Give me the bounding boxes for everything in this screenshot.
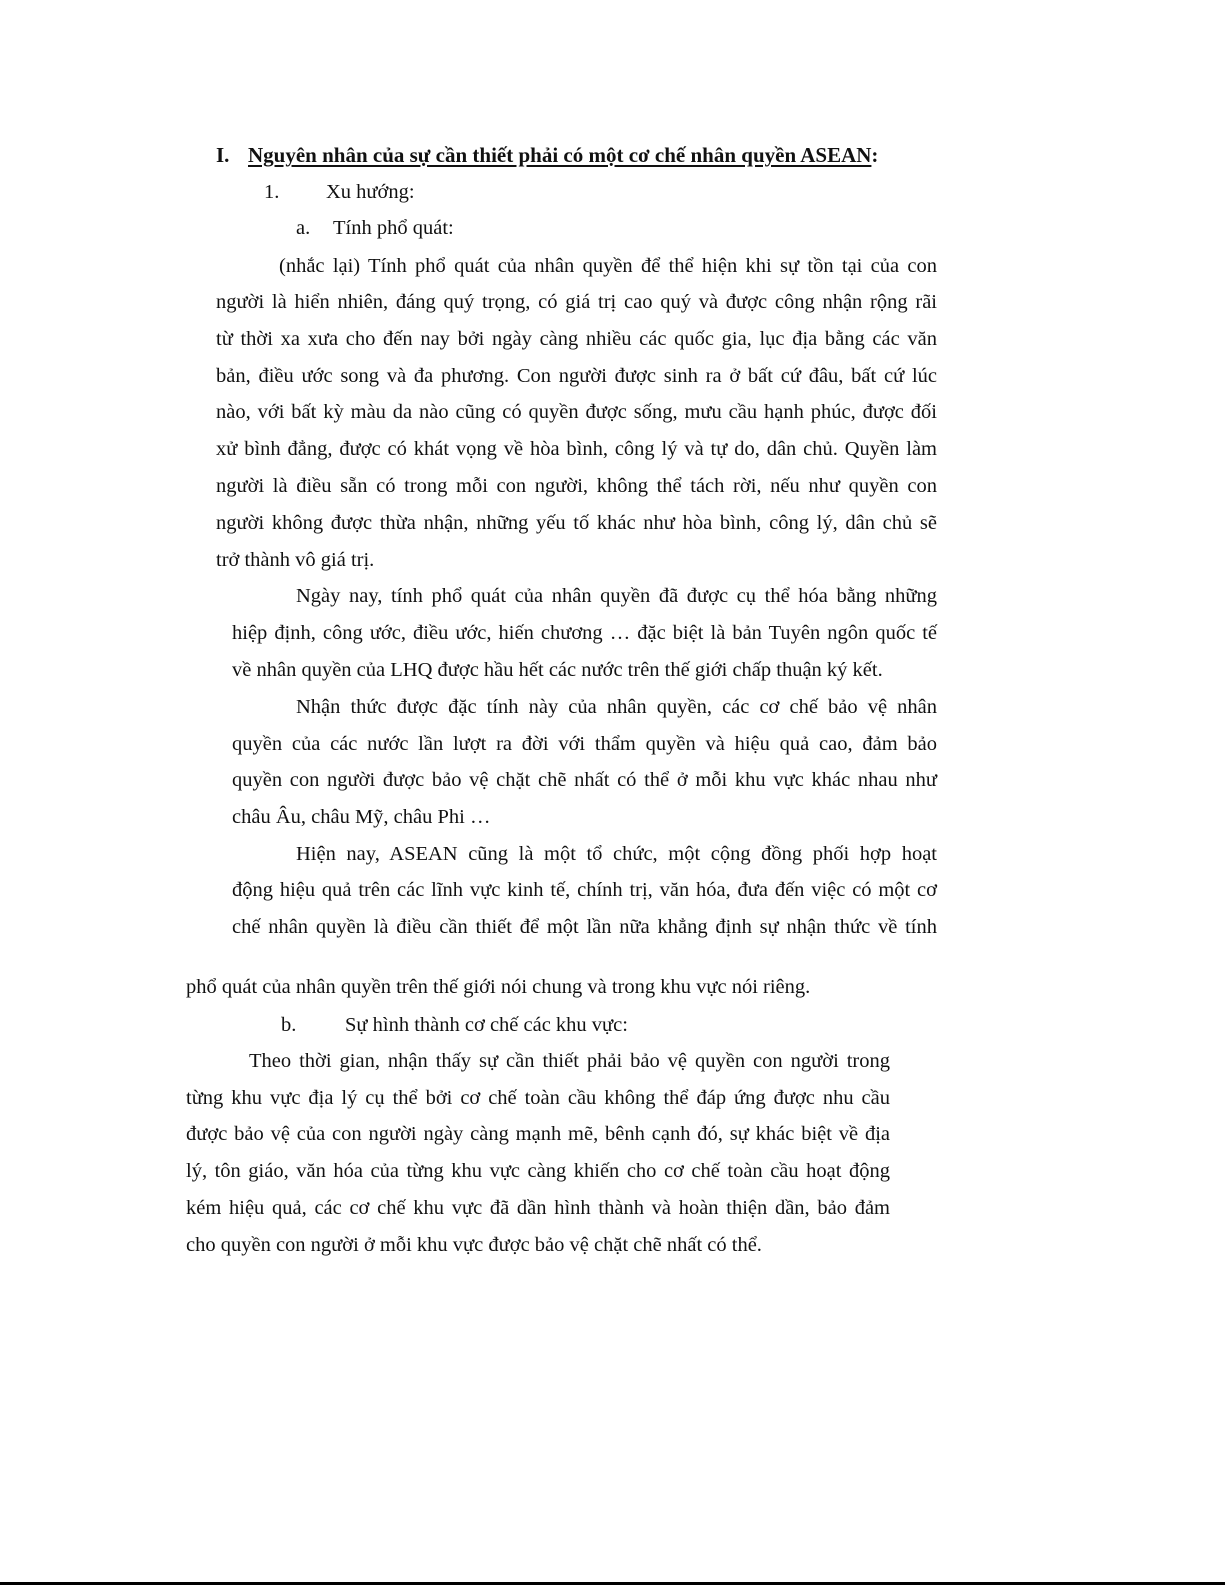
para1-line-3: từ thời xa xưa cho đến nay bởi ngày càng nhiều các quốc gia, lục địa bằng các văn bbox=[216, 328, 937, 350]
list-item-a-marker: a. bbox=[296, 217, 311, 239]
para2-line-1: Ngày nay, tính phổ quát của nhân quyền đã được cụ thể hóa bằng những bbox=[296, 585, 937, 607]
para1-line-2: người là hiển nhiên, đáng quý trọng, có giá trị cao quý và được công nhận rộng rãi bbox=[216, 291, 937, 313]
list-item-a-label: Tính phổ quát: bbox=[333, 217, 454, 239]
section-title: Nguyên nhân của sự cần thiết phải có một cơ chế nhân quyền ASEAN bbox=[248, 143, 872, 167]
para1-line-8: người không được thừa nhận, những yếu tố khác như hòa bình, công lý, dân chủ sẽ bbox=[216, 512, 937, 534]
list-item-1-number: 1. bbox=[264, 181, 280, 203]
para3-line-4: châu Âu, châu Mỹ, châu Phi … bbox=[232, 806, 491, 828]
para3-line-2: quyền của các nước lần lượt ra đời với thẩm quyền và hiệu quả cao, đảm bảo bbox=[232, 733, 937, 755]
list-item-a bbox=[296, 216, 596, 240]
para5-line-3: được bảo vệ của con người ngày càng mạnh mẽ, bênh cạnh đó, sự khác biệt về địa bbox=[186, 1123, 890, 1145]
section-title-wrap bbox=[248, 143, 871, 167]
section-heading bbox=[216, 143, 916, 169]
list-item-b bbox=[281, 1013, 681, 1037]
list-item-b-marker: b. bbox=[281, 1014, 297, 1036]
para5-line-5: kém hiệu quả, các cơ chế khu vực đã dần hình thành và hoàn thiện dần, bảo đảm bbox=[186, 1197, 890, 1219]
para1-line-9: trở thành vô giá trị. bbox=[216, 549, 375, 571]
section-title-colon: : bbox=[871, 143, 879, 167]
para5-line-4: lý, tôn giáo, văn hóa của từng khu vực càng khiến cho cơ chế toàn cầu hoạt động bbox=[186, 1160, 890, 1182]
section-number: I. bbox=[216, 143, 230, 167]
para1-line-4: bản, điều ước song và đa phương. Con người được sinh ra ở bất cứ đâu, bất cứ lúc bbox=[216, 365, 937, 387]
para1-line-7: người là điều sẵn có trong mỗi con người, không thể tách rời, nếu như quyền con bbox=[216, 475, 937, 497]
para3-line-3: quyền con người được bảo vệ chặt chẽ nhất có thể ở mỗi khu vực khác nhau như bbox=[232, 769, 937, 791]
para1-line-5: nào, với bất kỳ màu da nào cũng có quyền được sống, mưu cầu hạnh phúc, được đối bbox=[216, 401, 937, 423]
para4-line-1: Hiện nay, ASEAN cũng là một tổ chức, một cộng đồng phối hợp hoạt bbox=[296, 843, 937, 865]
list-item-1-label: Xu hướng: bbox=[326, 181, 415, 203]
para3-line-1: Nhận thức được đặc tính này của nhân quyền, các cơ chế bảo vệ nhân bbox=[296, 696, 937, 718]
list-item-1 bbox=[264, 180, 564, 204]
para4-line-3: chế nhân quyền là điều cần thiết để một lần nữa khẳng định sự nhận thức về tính bbox=[232, 916, 937, 938]
para5-line-6: cho quyền con người ở mỗi khu vực được bảo vệ chặt chẽ nhất có thể. bbox=[186, 1234, 762, 1256]
para4-continued: phổ quát của nhân quyền trên thế giới nói chung và trong khu vực nói riêng. bbox=[186, 976, 811, 998]
para1-line-6: xử bình đẳng, được có khát vọng về hòa bình, công lý và tự do, dân chủ. Quyền làm bbox=[216, 438, 937, 460]
para4-line-2: động hiệu quả trên các lĩnh vực kinh tế, chính trị, văn hóa, đưa đến việc có một cơ bbox=[232, 879, 937, 901]
para5-line-2: từng khu vực địa lý cụ thể bởi cơ chế toàn cầu không thể đáp ứng được nhu cầu bbox=[186, 1087, 890, 1109]
para1-line-1: (nhắc lại) Tính phổ quát của nhân quyền để thể hiện khi sự tồn tại của con bbox=[279, 255, 937, 277]
para2-line-3: về nhân quyền của LHQ được hầu hết các nước trên thế giới chấp thuận ký kết. bbox=[232, 659, 883, 681]
para2-line-2: hiệp định, công ước, điều ước, hiến chương … đặc biệt là bản Tuyên ngôn quốc tế bbox=[232, 622, 937, 644]
list-item-b-label: Sự hình thành cơ chế các khu vực: bbox=[345, 1014, 628, 1036]
para5-line-1: Theo thời gian, nhận thấy sự cần thiết phải bảo vệ quyền con người trong bbox=[249, 1050, 890, 1072]
